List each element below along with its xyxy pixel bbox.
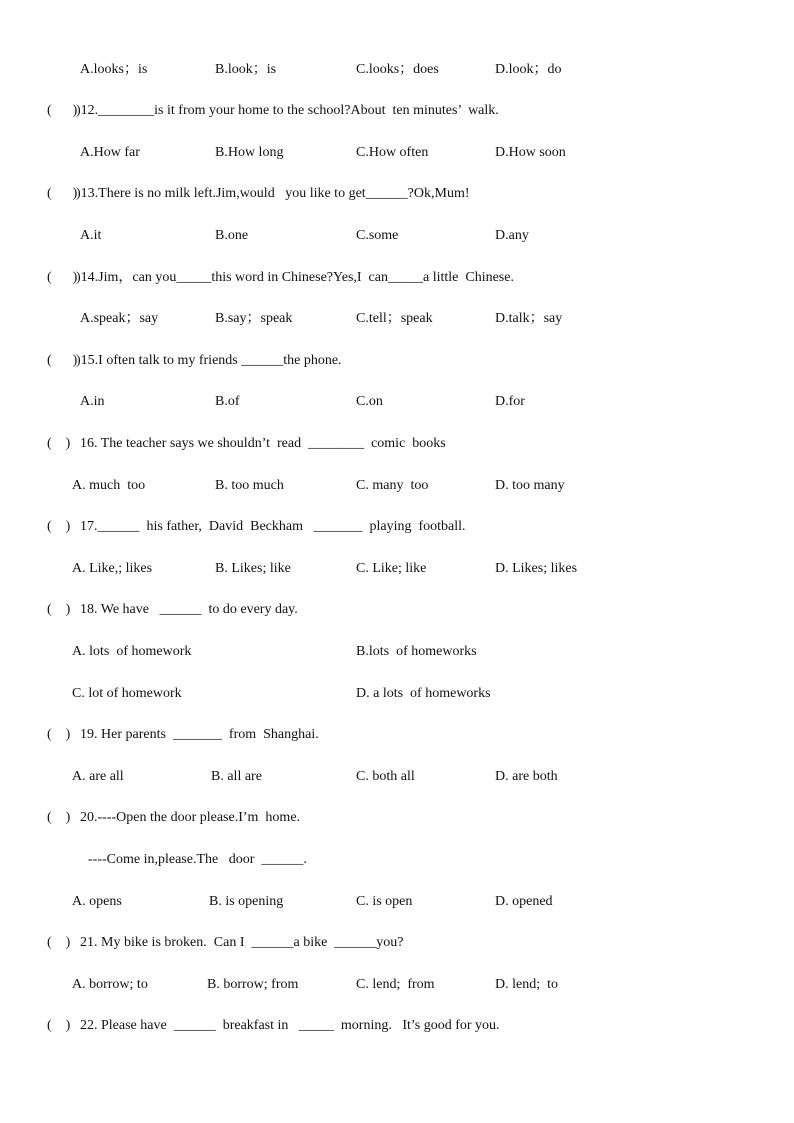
option-b: B. Likes; like [215, 561, 291, 576]
question-21 [0, 932, 794, 954]
option-a: A. Like,; likes [72, 561, 153, 576]
option-d: D. lend; to [495, 977, 558, 992]
option-b: B.say；speak [215, 311, 293, 326]
option-c: C. many too [356, 478, 429, 493]
answer-blank: ( ) [47, 436, 71, 451]
options-row-12 [0, 142, 794, 164]
question-12 [0, 100, 794, 122]
options-row-20 [0, 891, 794, 913]
options-row-16 [0, 475, 794, 497]
option-b: B. all are [211, 769, 262, 784]
option-d: D. Likes; likes [495, 561, 578, 576]
option-b: B.look；is [215, 62, 277, 77]
option-a: A.looks；is [80, 62, 148, 77]
question-22 [0, 1015, 794, 1037]
options-row-15 [0, 391, 794, 413]
option-a: A.in [80, 394, 105, 409]
option-b: B. borrow; from [207, 977, 299, 992]
option-c: C.How often [356, 145, 429, 160]
option-c: C.tell；speak [356, 311, 433, 326]
question-20-reply [0, 849, 794, 871]
option-a: A. borrow; to [72, 977, 148, 992]
question-13 [0, 183, 794, 205]
option-a: A. are all [72, 769, 124, 784]
option-c: C. both all [356, 769, 415, 784]
question-19 [0, 724, 794, 746]
question-14 [0, 267, 794, 289]
option-d: D.How soon [495, 145, 566, 160]
question-17 [0, 516, 794, 538]
option-c: C. lot of homework [72, 686, 182, 701]
option-b: B.one [215, 228, 249, 243]
question-text: 18. We have ______ to do every day. [80, 602, 298, 617]
option-b: B.lots of homeworks [356, 644, 477, 659]
option-d: D.talk；say [495, 311, 563, 326]
answer-blank: ( ) [47, 810, 71, 825]
question-text: )14.Jim，can you_____this word in Chinese?Yes,I can_____a little Chinese. [76, 270, 514, 285]
option-d: D.any [495, 228, 529, 243]
question-text: 20.----Open the door please.I’m home. [80, 810, 301, 825]
options-row-18-cd [0, 683, 794, 705]
options-row-19 [0, 766, 794, 788]
option-a: A. opens [72, 894, 122, 909]
question-20 [0, 807, 794, 829]
option-c: C.some [356, 228, 399, 243]
option-d: D. opened [495, 894, 553, 909]
option-a: A.How far [80, 145, 140, 160]
option-a: A. lots of homework [72, 644, 192, 659]
option-d: D. a lots of homeworks [356, 686, 491, 701]
option-d: D.look；do [495, 62, 562, 77]
question-15 [0, 350, 794, 372]
answer-blank: ( ) [47, 1018, 71, 1033]
answer-blank: ( ) [47, 270, 78, 285]
option-a: A. much too [72, 478, 146, 493]
option-b: B. too much [215, 478, 284, 493]
question-text: )13.There is no milk left.Jim,would you like to get______?Ok,Mum! [76, 186, 470, 201]
question-18 [0, 599, 794, 621]
answer-blank: ( ) [47, 186, 78, 201]
question-text: 17.______ his father, David Beckham _______ playing football. [80, 519, 466, 534]
option-c: C. is open [356, 894, 413, 909]
options-row-11 [0, 59, 794, 81]
answer-blank: ( ) [47, 519, 71, 534]
question-text: 22. Please have ______ breakfast in _____ morning. It’s good for you. [80, 1018, 500, 1033]
answer-blank: ( ) [47, 602, 71, 617]
option-b: B.How long [215, 145, 284, 160]
option-a: A.speak；say [80, 311, 159, 326]
option-c: C. lend; from [356, 977, 435, 992]
option-d: D. too many [495, 478, 565, 493]
question-text: 16. The teacher says we shouldn’t read ________ comic books [80, 436, 446, 451]
option-c: C.looks；does [356, 62, 439, 77]
reply-text: ----Come in,please.The door ______. [88, 852, 307, 867]
question-text: 19. Her parents _______ from Shanghai. [80, 727, 319, 742]
answer-blank: ( ) [47, 727, 71, 742]
options-row-14 [0, 308, 794, 330]
question-16 [0, 433, 794, 455]
option-b: B. is opening [209, 894, 284, 909]
option-b: B.of [215, 394, 240, 409]
options-row-17 [0, 558, 794, 580]
answer-blank: ( ) [47, 103, 78, 118]
option-d: D.for [495, 394, 525, 409]
answer-blank: ( ) [47, 353, 78, 368]
question-text: 21. My bike is broken. Can I ______a bike ______you? [80, 935, 404, 950]
options-row-18-ab [0, 641, 794, 663]
options-row-13 [0, 225, 794, 247]
option-c: C.on [356, 394, 383, 409]
option-c: C. Like; like [356, 561, 427, 576]
option-a: A.it [80, 228, 102, 243]
question-text: )15.I often talk to my friends ______the phone. [76, 353, 342, 368]
option-d: D. are both [495, 769, 558, 784]
options-row-21 [0, 974, 794, 996]
question-text: )12.________is it from your home to the school?About ten minutes’ walk. [76, 103, 499, 118]
answer-blank: ( ) [47, 935, 71, 950]
